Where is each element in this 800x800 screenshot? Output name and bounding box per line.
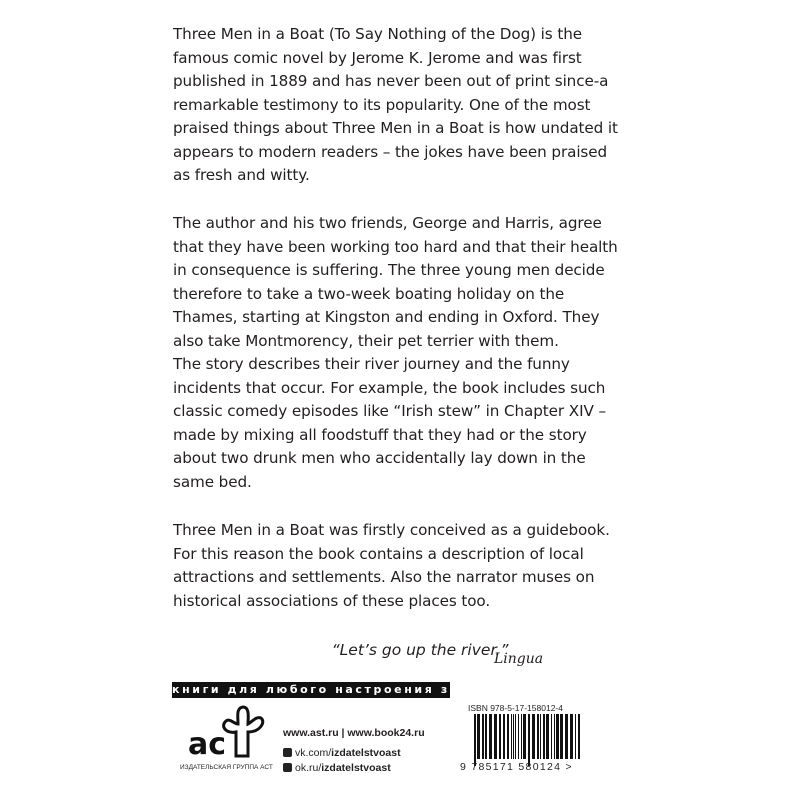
text-line: as fresh and witty. [173, 166, 310, 184]
barcode-bar [499, 714, 501, 759]
text-line: The author and his two friends, George and Harris, agree [173, 214, 602, 232]
text-line: classic comedy episodes like “Irish stew” in Chapter XIV – [173, 402, 606, 420]
text-line: same bed. [173, 472, 252, 491]
barcode-number: 9 785171 580124 > [460, 761, 573, 773]
text-line: Three Men in a Boat (To Say Nothing of the Dog) is the [173, 25, 582, 43]
barcode-bar [556, 714, 559, 759]
barcode-bar [474, 714, 476, 766]
text-line: also take Montmorency, their pet terrier with them. [173, 331, 559, 350]
barcode-bar [543, 714, 545, 759]
barcode-bar [523, 714, 526, 759]
barcode-bar [521, 714, 522, 759]
barcode-bar [489, 714, 492, 759]
barcode-bar [554, 714, 555, 759]
barcode-bar [551, 714, 552, 759]
text-line: in consequence is suffering. The three young men decide [173, 261, 605, 279]
barcode-bar [477, 714, 480, 759]
publisher-name: ИЗДАТЕЛЬСКАЯ ГРУППА АСТ [180, 764, 273, 771]
ok-handle: izdatelstvoast [321, 762, 391, 774]
lingua-logo: Lingua [494, 651, 544, 667]
ok-prefix: ok.ru/ [295, 762, 322, 774]
quote: “Let’s go up the river.” [331, 641, 509, 659]
paragraph-3 [173, 519, 610, 613]
isbn: ISBN 978-5-17-158012-4 [468, 703, 563, 713]
ok-link[interactable] [283, 762, 391, 774]
barcode-bar [528, 714, 530, 766]
text-line: historical associations of these places too. [173, 591, 491, 610]
vk-handle: izdatelstvoast [331, 747, 401, 759]
barcode-bar [546, 714, 549, 759]
barcode-icon [474, 714, 582, 766]
barcode-bar [560, 714, 563, 759]
text-line: made by mixing all foodstuff that they had or the story [173, 425, 587, 444]
text-line: Thames, starting at Kingston and ending in Oxford. They [173, 308, 600, 326]
barcode-bar [570, 714, 573, 759]
barcode-bar [518, 714, 519, 759]
slogan-banner: книги для любого настроения здесь [172, 683, 491, 696]
barcode-bar [503, 714, 505, 759]
barcode-bar [578, 714, 580, 759]
vk-prefix: vk.com/ [295, 747, 332, 759]
ast-logo-icon [186, 704, 271, 762]
vk-link[interactable] [283, 747, 401, 759]
barcode-bar [575, 714, 576, 759]
barcode-bar [513, 714, 514, 759]
paragraph-2 [173, 212, 618, 494]
text-line: appears to modern readers – the jokes have been praised [173, 142, 608, 161]
text-line: famous comic novel by Jerome K. Jerome and was first [173, 48, 582, 67]
barcode-bar [482, 714, 484, 759]
barcode-bar [485, 714, 487, 759]
text-line: that they have been working too hard and that their health [173, 237, 618, 256]
vk-icon [283, 748, 292, 757]
ok-icon [283, 763, 292, 772]
barcode-bar [565, 714, 568, 759]
text-line: therefore to take a two-week boating holiday on the [173, 284, 565, 303]
text-line: The story describes their river journey and the funny [173, 355, 570, 373]
text-line: For this reason the book contains a description of local [173, 544, 584, 563]
text-line: published in 1889 and has never been out of print since-a [173, 72, 609, 90]
barcode-bar [494, 714, 497, 759]
barcode-bar [511, 714, 512, 759]
barcode-bar [537, 714, 539, 759]
paragraph-1 [173, 23, 618, 188]
barcode-bar [507, 714, 509, 759]
barcode-bar [540, 714, 541, 759]
text-line: incidents that occur. For example, the book includes such [173, 378, 606, 397]
publisher-urls: www.ast.ru | www.book24.ru [283, 727, 425, 739]
text-line: attractions and settlements. Also the narrator muses on [173, 568, 595, 586]
text-line: Three Men in a Boat was firstly conceived as a guidebook. [173, 521, 610, 539]
svg-text:ac: ac [188, 727, 227, 762]
text-line: remarkable testimony to its popularity. One of the most [173, 95, 591, 114]
barcode-bar [532, 714, 535, 759]
text-line: about two drunk men who accidentally lay down in the [173, 449, 586, 467]
barcode-bar [515, 714, 516, 759]
text-line: praised things about Three Men in a Boat is how undated it [173, 119, 618, 137]
